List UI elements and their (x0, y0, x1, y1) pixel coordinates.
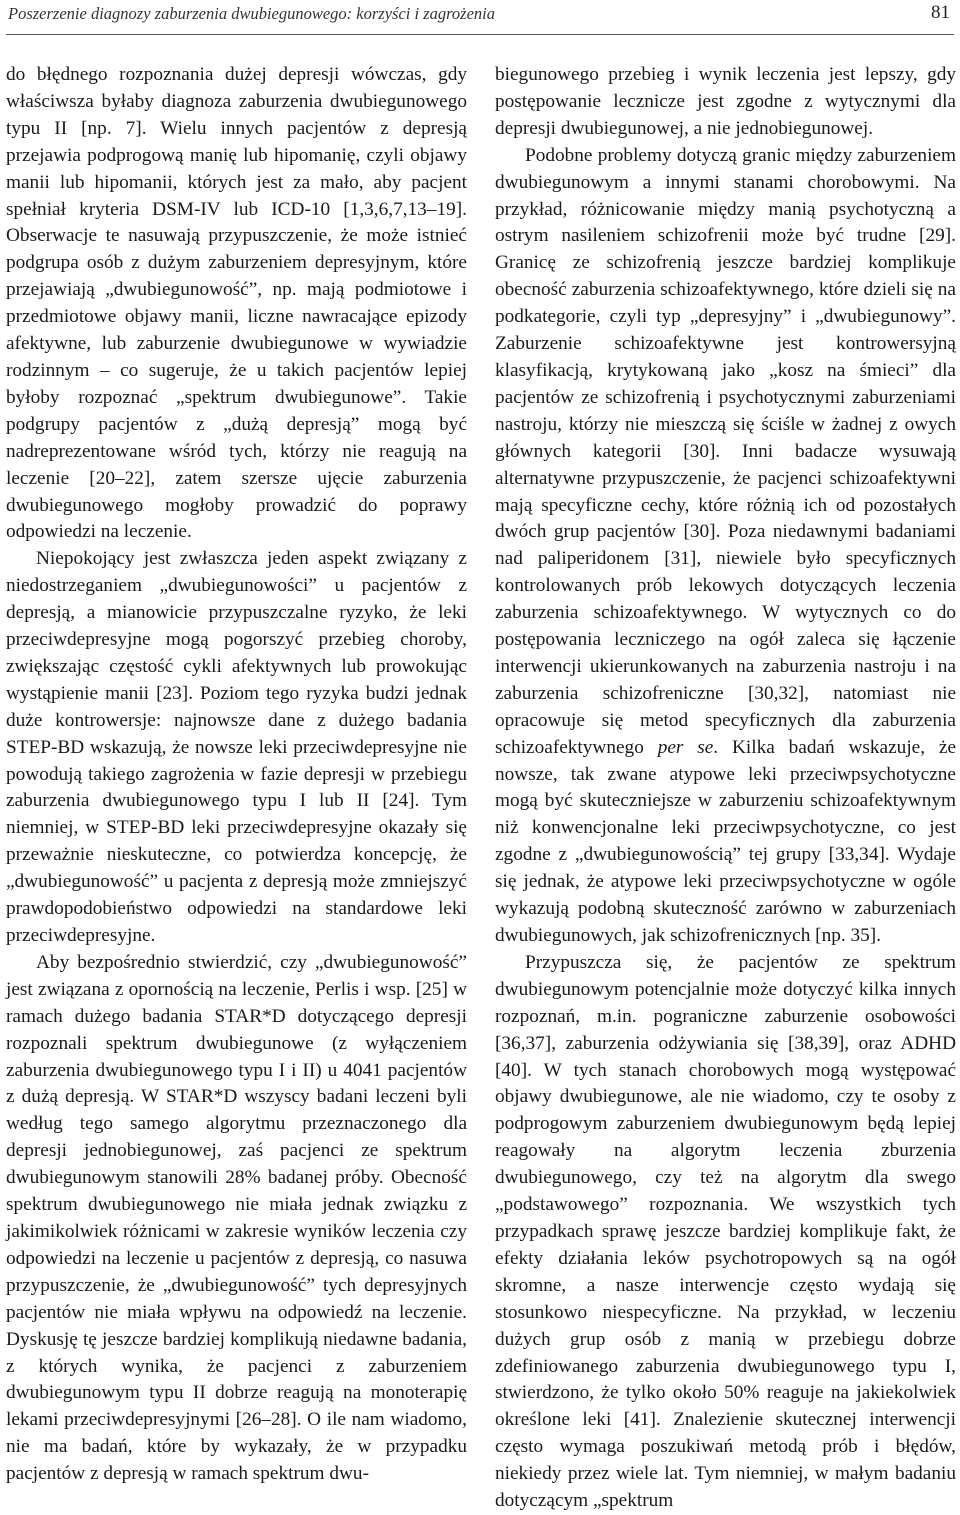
italic-phrase: per se (657, 736, 714, 758)
paragraph: Niepokojący jest zwłaszcza jeden aspekt związany z niedostrzeganiem „dwubiegunowości” u pacjentów z depresją, a mianowicie przypuszczalne ryzyko, że leki przeciwdepresyjne mogą pogorszyć przebieg choroby, zwiększając częstość cykli afektywnych lub prowokując wystąpienie manii [23]. Poziom tego ryzyka budzi jednak duże kontrowersje: najnowsze dane z dużego badania STEP-BD wskazują, że nowsze leki przeciwdepresyjne nie powodują takiego zagrożenia w fazie depresji w przebiegu zaburzenia dwubiegunowego typu I lub II [24]. Tym niemniej, w STEP-BD leki przeciwdepresyjne okazały się przeważnie nieskuteczne, co potwierdza koncepcję, że „dwubiegunowość” u pacjenta z depresją może zmniejszyć prawdopodobieństwo odpowiedzi na standardowe leki przeciwdepresyjne. (6, 548, 467, 946)
paragraph-text: Podobne problemy dotyczą granic między zaburzeniem dwubiegunowym a innymi stanami chorobowymi. Na przykład, różnicowanie między manią psychotyczną a ostrym nasileniem schizofrenii może być trudne [29]. Granicę ze schizofrenią jeszcze bardziej komplikuje obecność zaburzenia schizoafektywnego, które dzieli się na podkategorie, czyli typ „depresyjny” i „dwubiegunowy”. Zaburzenie schizoafektywne jest kontrowersyjną klasyfikacją, krytykowaną jako „kosz na śmieci” dla pacjentów ze schizofrenią i psychotycznymi zaburzeniami nastroju, którzy nie mieszczą się ściśle w żadnej z owych głównych kategorii [30]. Inni badacze wysuwają alternatywne przypuszczenie, że pacjenci schizoafektywni mają specyficzne cechy, które różnią ich od pozostałych dwóch grup pacjentów [30]. Poza niedawnymi badaniami nad paliperidonem [31], niewiele było specyficznych kontrolowanych prób lekowych dotyczących leczenia zaburzenia schizoafektywnego. W wytycznych co do postępowania leczniczego na ogół zaleca się łączenie interwencji ukierunkowanych na zaburzenia nastroju i na zaburzenia schizofreniczne [30,32], natomiast nie opracowuje się metod specyficznych dla zaburzenia schizoafektywnego (495, 144, 956, 758)
paragraph-text-tail: . Kilka badań wskazuje, że nowsze, tak zwane atypowe leki przeciwpsychotyczne mogą być skuteczniejsze w zaburzeniu schizoafektywnym niż konwencjonalne leki przeciwpsychotyczne, co jest zgodne z „dwubiegunowością” tej grupy [33,34]. Wydaje się jednak, że atypowe leki przeciwpsychotyczne w ogóle wykazują podobną skuteczność zarówno w zaburzeniach dwubiegunowych, jak schizofrenicznych [np. 35]. (495, 736, 957, 946)
left-column (6, 62, 467, 1488)
right-column (495, 62, 956, 1515)
running-header (6, 0, 954, 38)
paragraph: biegunowego przebieg i wynik leczenia jest lepszy, gdy postępowanie lecznicze jest zgodne z wytycznymi dla depresji dwubiegunowej, a nie jednobiegunowej. (495, 64, 956, 139)
page-number: 81 (931, 2, 950, 23)
paragraph: do błędnego rozpoznania dużej depresji wówczas, gdy właściwsza byłaby diagnoza zaburzenia dwubiegunowego typu II [np. 7]. Wielu innych pacjentów z depresją przejawia podprogową manię lub hipomanię, czyli objawy manii lub hipomanii, których jest za mało, aby pacjent spełniał kryteria DSM-IV lub ICD-10 [1,3,6,7,13–19]. Obserwacje te nasuwają przypuszczenie, że może istnieć podgrupa osób z dużym zaburzeniem depresyjnym, które przejawiają „dwubiegunowość”, np. mają podmiotowe i przedmiotowe objawy manii, liczne nawracające epizody afektywne, lub zaburzenie dwubiegunowe w wywiadzie rodzinnym – co sugeruje, że u takich pacjentów lepiej byłoby rozpoznać „spektrum dwubiegunowe”. Takie podgrupy pacjentów z „dużą depresją” mogą być nadreprezentowane wśród tych, którzy nie reagują na leczenie [20–22], zatem szersze ujęcie zaburzenia dwubiegunowego mogłoby prowadzić do poprawy odpowiedzi na leczenie. (6, 64, 467, 543)
paragraph: Aby bezpośrednio stwierdzić, czy „dwubiegunowość” jest związana z opornością na leczenie, Perlis i wsp. [25] w ramach dużego badania STAR*D dotyczącego depresji rozpoznali spektrum dwubiegunowe (z wyłączeniem zaburzenia dwubiegunowego typu I i II) u 4041 pacjentów z dużą depresją. W STAR*D wszyscy badani leczeni byli według tego samego algorytmu przeznaczonego dla depresji jednobiegunowej, zaś pacjenci ze spektrum dwubiegunowym stanowili 28% badanej próby. Obecność spektrum dwubiegunowego nie miała jednak związku z jakimikolwiek różnicami w zakresie wyników leczenia czy odpowiedzi na leczenie u pacjentów z depresją, co nasuwa przypuszczenie, że „dwubiegunowość” tych depresyjnych pacjentów nie miała wpływu na odpowiedź na leczenie. Dyskusję tę jeszcze bardziej komplikują niedawne badania, z których wynika, że pacjenci z zaburzeniem dwubiegunowym typu II dobrze reagują na monoterapię lekami przeciwdepresyjnymi [26–28]. O ile nam wiadomo, nie ma badań, które by wykazały, że w przypadku pacjentów z depresją w ramach spektrum dwu- (6, 951, 467, 1485)
paragraph: Przypuszcza się, że pacjentów ze spektrum dwubiegunowym potencjalnie może dotyczyć kilka innych rozpoznań, m.in. pograniczne zaburzenie osobowości [36,37], zaburzenia odżywiania się [38,39], oraz ADHD [40]. W tych stanach chorobowych mogą występować objawy dwubiegunowe, ale nie wiadomo, czy te osoby z podprogowym zaburzeniem dwubiegunowym będą lepiej reagowały na algorytm leczenia zburzenia dwubiegunowego, czy też na algorytm dla swego „podstawowego” rozpoznania. We wszystkich tych przypadkach sprawę jeszcze bardziej komplikuje fakt, że efekty działania leków psychotropowych są na ogół skromne, a nasze interwencje często wydają się stosunkowo niespecyficzne. Na przykład, w leczeniu dużych grup osób z manią w przebiegu dobrze zdefiniowanego zaburzenia dwubiegunowego typu I, stwierdzono, że tylko około 50% reaguje na jakiekolwiek określone leki [41]. Znalezienie skutecznej interwencji często wymaga poszukiwań metodą prób i błędów, niekiedy przez wiele lat. Tym niemniej, w małym badaniu dotyczącym „spektrum (495, 951, 956, 1512)
paragraph (495, 143, 956, 950)
header-rule (6, 34, 954, 35)
running-title: Poszerzenie diagnozy zaburzenia dwubiegunowego: korzyści i zagrożenia (8, 4, 496, 23)
